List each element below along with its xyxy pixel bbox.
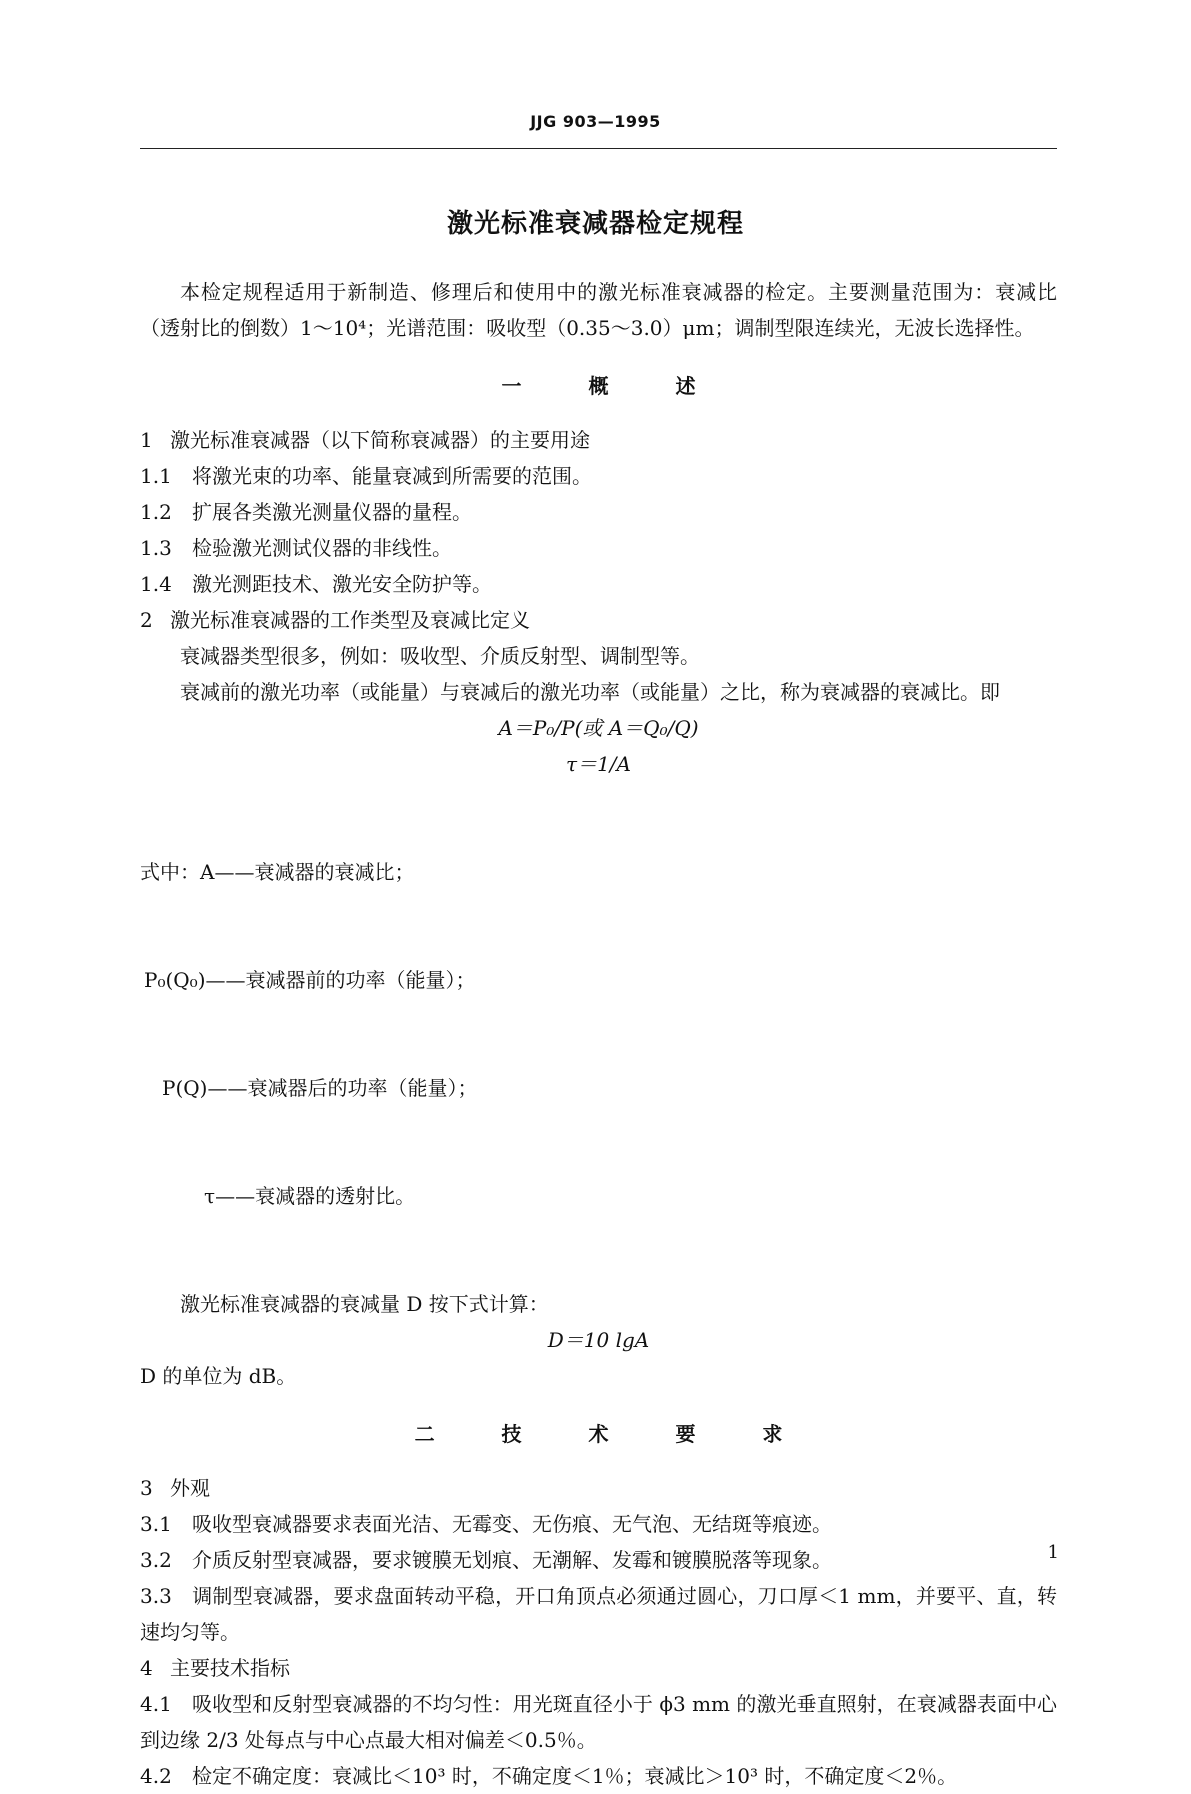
clause-number: 3.3 <box>140 1584 172 1608</box>
formula-transmittance: τ＝1/A <box>566 752 631 776</box>
formula-attenuation-ratio: A＝P₀/P(或 A＝Q₀/Q) <box>498 716 699 740</box>
clause-1-2 <box>140 494 1057 530</box>
clause-3 <box>140 1470 1057 1506</box>
clause-text: 扩展各类激光测量仪器的量程。 <box>192 500 472 524</box>
clause-4-1 <box>140 1686 1057 1758</box>
clause-number: 1.2 <box>140 500 172 524</box>
clause-text: 将激光束的功率、能量衰减到所需要的范围。 <box>192 464 592 488</box>
clause-number: 1.4 <box>140 572 172 596</box>
clause-1-3 <box>140 530 1057 566</box>
clause-number: 3.2 <box>140 1548 172 1572</box>
clause-3-2 <box>140 1542 1057 1578</box>
intro-paragraph: 本检定规程适用于新制造、修理后和使用中的激光标准衰减器的检定。主要测量范围为：衰减比（透射比的倒数）1～10⁴；光谱范围：吸收型（0.35～3.0）μm；调制型限连续光，无波长选择性。 <box>140 280 1057 340</box>
attenuator-types-paragraph: 衰减器类型很多，例如：吸收型、介质反射型、调制型等。 <box>180 644 700 668</box>
attenuation-ratio-definition: 衰减前的激光功率（或能量）与衰减后的激光功率（或能量）之比，称为衰减器的衰减比。即 <box>180 680 1000 704</box>
clause-1 <box>140 422 1057 458</box>
header-divider <box>140 148 1057 149</box>
clause-number: 4.2 <box>140 1764 172 1788</box>
clause-4 <box>140 1650 1057 1686</box>
unit-statement: D 的单位为 dB。 <box>140 1364 297 1388</box>
clause-text: 调制型衰减器，要求盘面转动平稳，开口角顶点必须通过圆心，刀口厚＜1 mm，并要平、直，转速均匀等。 <box>140 1584 1057 1644</box>
section-heading-technical-requirements: 二 技 术 要 求 <box>414 1422 813 1446</box>
clause-number: 3 <box>140 1476 153 1500</box>
section-heading-overview: 一 概 述 <box>501 374 726 398</box>
clause-number: 4 <box>140 1656 153 1680</box>
clause-1-4 <box>140 566 1057 602</box>
definition-tau: τ——衰减器的透射比。 <box>204 1184 416 1208</box>
clause-text: 介质反射型衰减器，要求镀膜无划痕、无潮解、发霉和镀膜脱落等现象。 <box>192 1548 832 1572</box>
clause-text: 激光标准衰减器（以下简称衰减器）的主要用途 <box>170 428 590 452</box>
clause-1-1 <box>140 458 1057 494</box>
clause-text: 主要技术指标 <box>170 1656 290 1680</box>
document-title: 激光标准衰减器检定规程 <box>446 209 744 239</box>
clause-text: 激光标准衰减器的工作类型及衰减比定义 <box>170 608 530 632</box>
clause-3-3 <box>140 1578 1057 1650</box>
clause-number: 1.1 <box>140 464 172 488</box>
clause-2 <box>140 602 1057 638</box>
page-number: 1 <box>1047 1542 1059 1563</box>
clause-4-2 <box>140 1758 1057 1794</box>
clause-number: 1 <box>140 428 153 452</box>
definition-P: P(Q)——衰减器后的功率（能量）； <box>162 1076 478 1100</box>
clause-number: 1.3 <box>140 536 172 560</box>
document-body <box>140 274 1057 1794</box>
clause-text: 激光测距技术、激光安全防护等。 <box>192 572 492 596</box>
formula-attenuation-db: D＝10 lgA <box>547 1328 650 1352</box>
symbol-definitions <box>140 782 1057 1286</box>
clause-text: 吸收型和反射型衰减器的不均匀性：用光斑直径小于 ϕ3 mm 的激光垂直照射，在衰减器表面中心到边缘 2/3 处每点与中心点最大相对偏差＜0.5％。 <box>140 1692 1057 1752</box>
clause-text: 检验激光测试仪器的非线性。 <box>192 536 452 560</box>
clause-text: 外观 <box>170 1476 210 1500</box>
clause-number: 3.1 <box>140 1512 172 1536</box>
definition-P0: P₀(Q₀)——衰减器前的功率（能量）； <box>144 968 476 992</box>
clause-number: 2 <box>140 608 153 632</box>
standard-code-header: JJG 903—1995 <box>530 112 661 131</box>
clause-number: 4.1 <box>140 1692 172 1716</box>
clause-text: 检定不确定度：衰减比＜10³ 时，不确定度＜1％；衰减比＞10³ 时，不确定度＜2％。 <box>192 1764 958 1788</box>
clause-3-1 <box>140 1506 1057 1542</box>
attenuation-amount-paragraph: 激光标准衰减器的衰减量 D 按下式计算： <box>180 1292 549 1316</box>
clause-text: 吸收型衰减器要求表面光洁、无霉变、无伤痕、无气泡、无结斑等痕迹。 <box>192 1512 832 1536</box>
definition-A: 式中：A——衰减器的衰减比； <box>140 860 415 884</box>
